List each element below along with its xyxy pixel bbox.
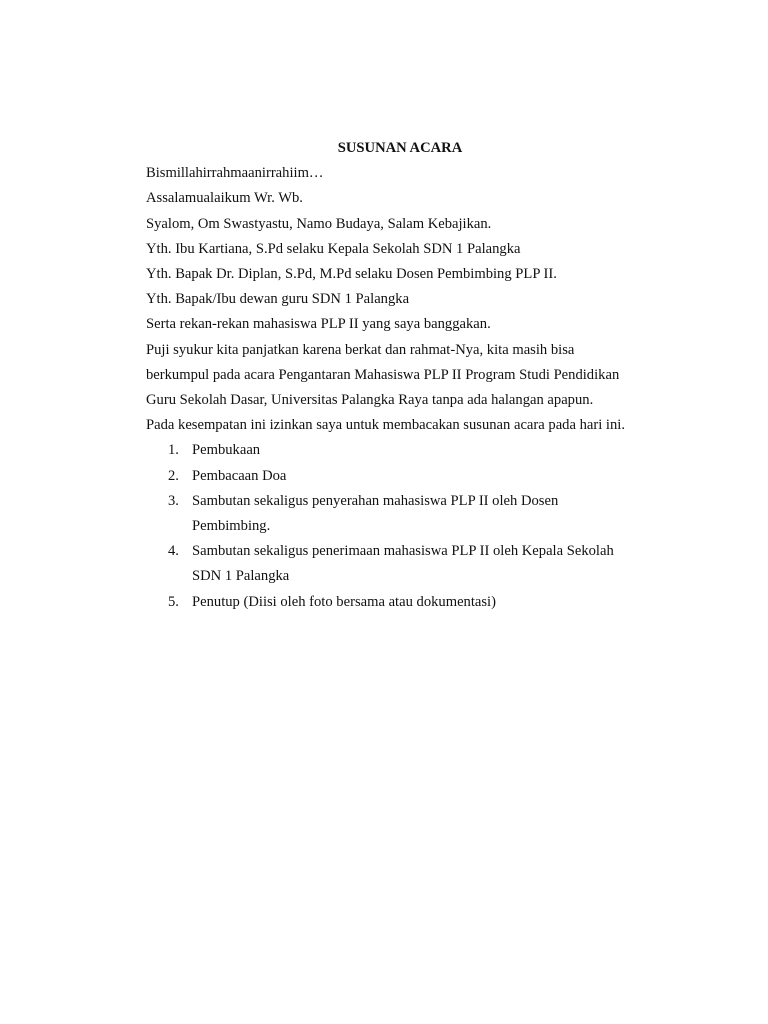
document-title: SUSUNAN ACARA: [337, 140, 463, 156]
agenda-intro: Pada kesempatan ini izinkan saya untuk membacakan susunan acara pada hari ini.: [146, 417, 625, 434]
opening-line-teachers: Yth. Bapak/Ibu dewan guru SDN 1 Palangka: [146, 291, 410, 308]
agenda-item-number: 1.: [168, 442, 179, 459]
agenda-item-line: Pembacaan Doa: [192, 467, 287, 484]
gratitude-line: berkumpul pada acara Pengantaran Mahasiswa PLP II Program Studi Pendidikan: [146, 366, 620, 383]
opening-line-greetings: Syalom, Om Swastyastu, Namo Budaya, Salam Kebajikan.: [146, 215, 492, 232]
agenda-item: [146, 438, 666, 463]
agenda-item-line: Pembukaan: [192, 442, 261, 459]
agenda-item-text: [192, 489, 666, 539]
agenda-item-line: SDN 1 Palangka: [192, 568, 290, 585]
agenda-list: [146, 438, 666, 614]
agenda-item: [146, 489, 666, 539]
gratitude-paragraph: [146, 338, 666, 414]
agenda-item-line: Pembimbing.: [192, 518, 271, 535]
opening-line-students: Serta rekan-rekan mahasiswa PLP II yang saya banggakan.: [146, 316, 491, 333]
agenda-item-number: 5.: [168, 593, 179, 610]
opening-line-principal: Yth. Ibu Kartiana, S.Pd selaku Kepala Sekolah SDN 1 Palangka: [146, 240, 521, 257]
agenda-item-number: 2.: [168, 467, 179, 484]
agenda-item-number: 4.: [168, 543, 179, 560]
agenda-item: [146, 464, 666, 489]
agenda-item-line: Sambutan sekaligus penerimaan mahasiswa PLP II oleh Kepala Sekolah: [192, 543, 614, 560]
agenda-item-text: [192, 438, 666, 463]
agenda-item: [146, 539, 666, 589]
document-body: [146, 136, 666, 615]
opening-line-salam: Assalamualaikum Wr. Wb.: [146, 190, 303, 207]
gratitude-line: Puji syukur kita panjatkan karena berkat dan rahmat-Nya, kita masih bisa: [146, 341, 575, 358]
agenda-item-text: [192, 539, 666, 589]
agenda-item-line: Sambutan sekaligus penyerahan mahasiswa PLP II oleh Dosen: [192, 492, 559, 509]
opening-line-supervisor: Yth. Bapak Dr. Diplan, S.Pd, M.Pd selaku Dosen Pembimbing PLP II.: [146, 266, 557, 283]
agenda-item-text: [192, 590, 666, 615]
opening-line-bismillah: Bismillahirrahmaanirrahiim…: [146, 165, 324, 182]
agenda-item-number: 3.: [168, 492, 179, 509]
gratitude-line: Guru Sekolah Dasar, Universitas Palangka Raya tanpa ada halangan apapun.: [146, 392, 594, 409]
agenda-item: [146, 590, 666, 615]
agenda-item-line: Penutup (Diisi oleh foto bersama atau dokumentasi): [192, 593, 496, 610]
agenda-item-text: [192, 464, 666, 489]
